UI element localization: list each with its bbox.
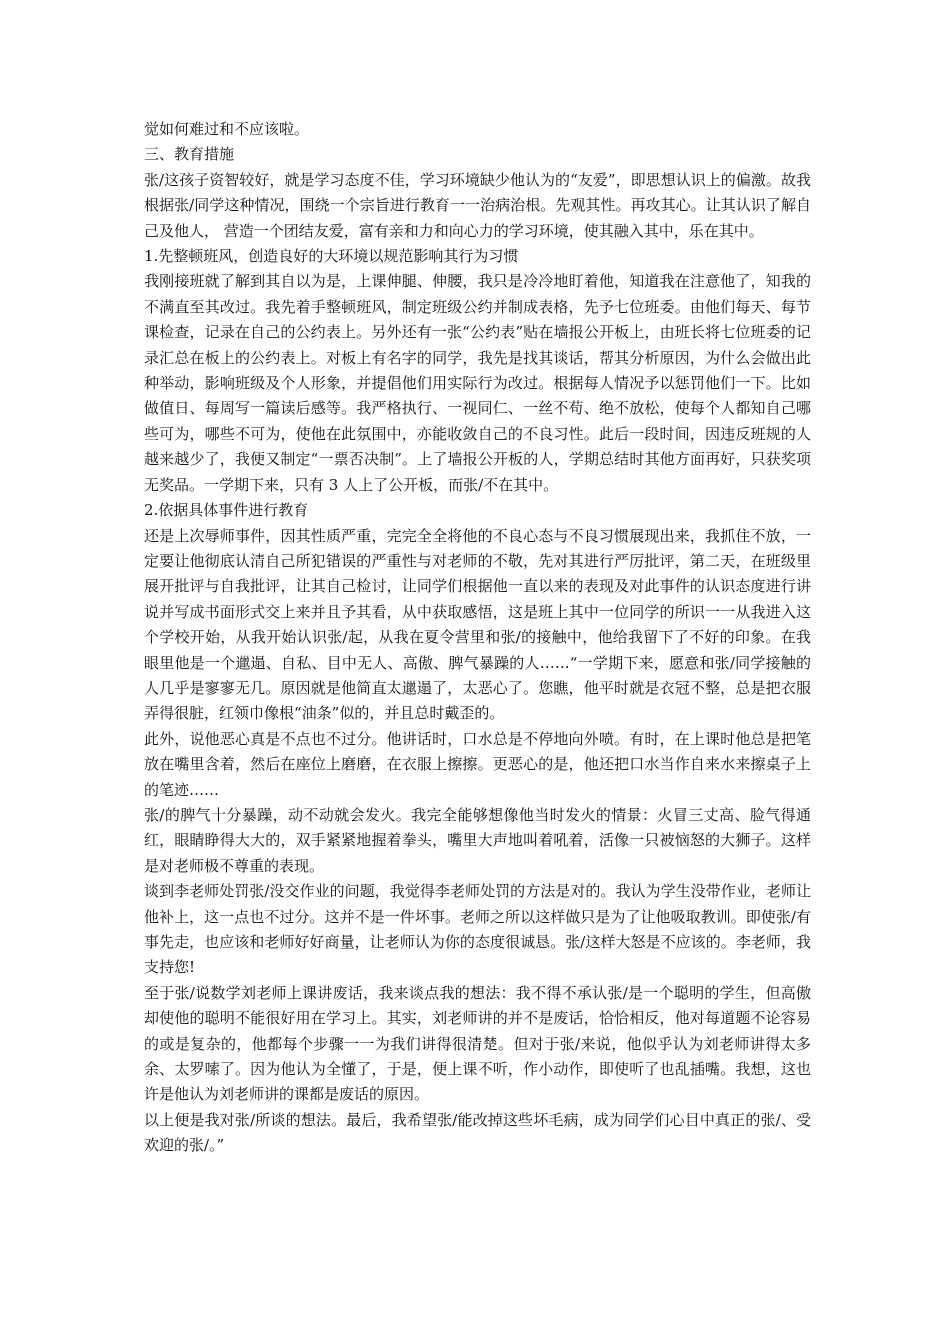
paragraph-homework: 谈到李老师处罚张/没交作业的问题，我觉得李老师处罚的方法是对的。我认为学生没带作业，老师让他补上，这一点也不过分。这并不是一件坏事。老师之所以这样做只是为了让他吸取教训。即使张/有事先走，也应该和老师好好商量，让老师认为你的态度很诚恳。张/这样大怒是不应该的。李老师，我支持您! <box>144 882 811 977</box>
paragraph-intro: 张/这孩子资智较好，就是学习态度不佳，学习环境缺少他认为的“友爱”，即思想认识上的偏激。故我根据张/同学这种情况，围绕一个宗旨进行教育一一治病治根。先观其性。再攻其心。让其认识了解自己及他人， 营造一个团结友爱，富有亲和力和向心力的学习环境，使其融入其中，乐在其中。 <box>144 170 811 240</box>
paragraph-class-discipline: 我刚接班就了解到其自以为是，上课伸腿、伸腰，我只是冷冷地盯着他，知道我在注意他了，知我的不满直至其改过。我先着手整顿班风，制定班级公约并制成表格，先予七位班委。由他们每天、每节课检查，记录在自己的公约表上。另外还有一张“公约表”贴在墙报公开板上，由班长将七位班委的记录汇总在板上的公约表上。对板上有名字的同学，我先是找其谈话，帮其分析原因，为什么会做出此种举动，影响班级及个人形象，并提倡他们用实际行为改过。根据每人情况予以惩罚他们一下。比如做值日、每周写一篇读后感等。我严格执行、一视同仁、一丝不苟、绝不放松，使每个人都知自己哪些可为，哪些不可为，使他在此氛围中，亦能收敛自己的不良习性。此后一段时间，因违反班规的人越来越少了，我便又制定“一票否决制”。上了墙报公开板的人，学期总结时其他方面再好，只获奖项无奖品。一学期下来，只有 3 人上了公开板，而张/不在其中。 <box>144 272 811 494</box>
subheading-2: 2.依据具体事件进行教育 <box>144 501 309 520</box>
paragraph-incident: 还是上次辱师事件，因其性质严重，完完全全将他的不良心态与不良习惯展现出来，我抓住不放，一定要让他彻底认清自己所犯错误的严重性与对老师的不敬，先对其进行严厉批评，第二天，在班级里展开批评与自我批评，让其自己检讨，让同学们根据他一直以来的表现及对此事件的认识态度进行讲说并写成书面形式交上来并且予其看，从中获取感悟，这是班上其中一位同学的所识一一从我进入这个学校开始，从我开始认识张/起，从我在夏令营里和张/的接触中，他给我留下了不好的印象。在我眼里他是一个邋遢、自私、目中无人、高傲、脾气暴躁的人……“一学期下来，愿意和张/同学接触的人几乎是寥寥无几。原因就是他简直太邋遢了，太恶心了。您瞧，他平时就是衣冠不整，总是把衣服弄得很脏，红领巾像根“油条”似的，并且总时戴歪的。 <box>144 526 811 723</box>
section-heading: 三、教育措施 <box>144 145 235 164</box>
subheading-1: 1.先整顿班风，创造良好的大环境以规范影响其行为习惯 <box>144 247 519 266</box>
paragraph-math-teacher: 至于张/说数学刘老师上课讲废话，我来谈点我的想法：我不得不承认张/是一个聪明的学生，但高傲却使他的聪明不能很好用在学习上。其实，刘老师讲的并不是废话，恰恰相反，他对每道题不论容易的或是复杂的，他都每个步骤一一为我们讲得很清楚。但对于张/来说，他似乎认为刘老师讲得太多余、太罗嗦了。因为他认为全懂了，于是，便上课不听，作小动作，即使听了也乱插嘴。我想，这也许是他认为刘老师讲的课都是废话的原因。 <box>144 983 811 1104</box>
paragraph-temper: 张/的脾气十分暴躁，动不动就会发火。我完全能够想像他当时发火的情景：火冒三丈高、脸气得通红，眼睛睁得大大的，双手紧紧地握着拳头，嘴里大声地叫着吼着，活像一只被恼怒的大狮子。这样是对老师极不尊重的表现。 <box>144 805 811 875</box>
paragraph-conclusion: 以上便是我对张/所谈的想法。最后，我希望张/能改掉这些坏毛病，成为同学们心目中真正的张/、受欢迎的张/。” <box>144 1110 811 1155</box>
paragraph-continuation: 觉如何难过和不应该啦。 <box>144 120 310 138</box>
paragraph-hygiene: 此外，说他恶心真是不点也不过分。他讲话时，口水总是不停地向外喷。有时，在上课时他总是把笔放在嘴里含着，然后在座位上磨磨，在衣服上擦擦。更恶心的是，他还把口水当作自来水来擦桌子上的笔迹…… <box>144 729 811 799</box>
document-page <box>144 117 811 1159</box>
